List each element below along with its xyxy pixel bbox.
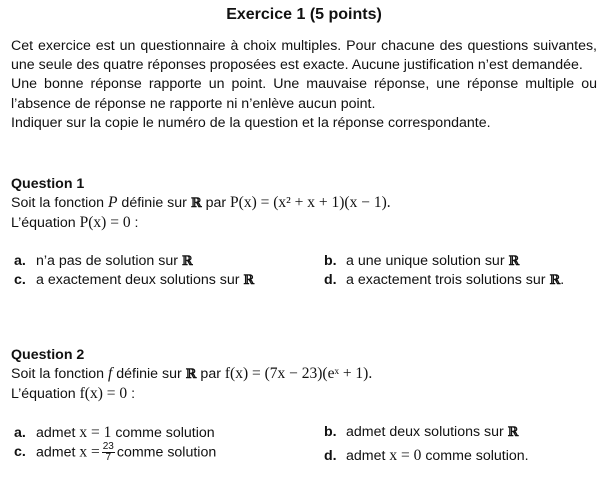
question-2-option-d: d. admet x = 0 comme solution.: [324, 447, 529, 464]
question-1-heading: Question 1: [11, 176, 85, 192]
question-1-option-c: c. a exactement deux solutions sur ℝ: [14, 272, 255, 288]
fraction-23-over-7: $\frac{23}{7}$: [102, 441, 114, 463]
question-2-equation: L’équation f(x) = 0 :: [11, 385, 136, 402]
question-1-statement: Soit la fonction P définie sur ℝ par P(x) = (x² + x + 1)(x − 1).: [11, 194, 391, 211]
instructions: [11, 37, 597, 133]
question-2-heading: Question 2: [11, 347, 85, 363]
exercise-title: Exercice 1 (5 points): [226, 6, 382, 23]
question-2-option-c: c. admet x = $\frac{23}{7}$ comme solution: [14, 441, 217, 463]
instructions-paragraph-3: Indiquer sur la copie le numéro de la question et la réponse correspondante.: [11, 114, 491, 131]
question-2-option-a: a. admet x = 1 comme solution: [14, 424, 215, 441]
instructions-paragraph-1: Cet exercice est un questionnaire à choix multiples. Pour chacune des questions suivantes, une seule des quatre réponses proposées est exacte. Aucune justification n’est demandée.: [11, 38, 597, 74]
question-2-option-b: b. admet deux solutions sur ℝ: [324, 424, 519, 440]
question-1-option-a: a. n’a pas de solution sur ℝ: [14, 253, 193, 269]
question-2-statement: Soit la fonction f définie sur ℝ par f(x) = (7x − 23)(eˣ + 1).: [11, 365, 373, 382]
instructions-paragraph-2: Une bonne réponse rapporte un point. Une mauvaise réponse, une réponse multiple ou l’absence de réponse ne rapporte ni n’enlève aucun point.: [11, 76, 597, 112]
question-1-option-b: b. a une unique solution sur ℝ: [324, 253, 520, 269]
question-1-option-d: d. a exactement trois solutions sur ℝ.: [324, 272, 565, 288]
question-1-equation: L’équation P(x) = 0 :: [11, 214, 139, 231]
